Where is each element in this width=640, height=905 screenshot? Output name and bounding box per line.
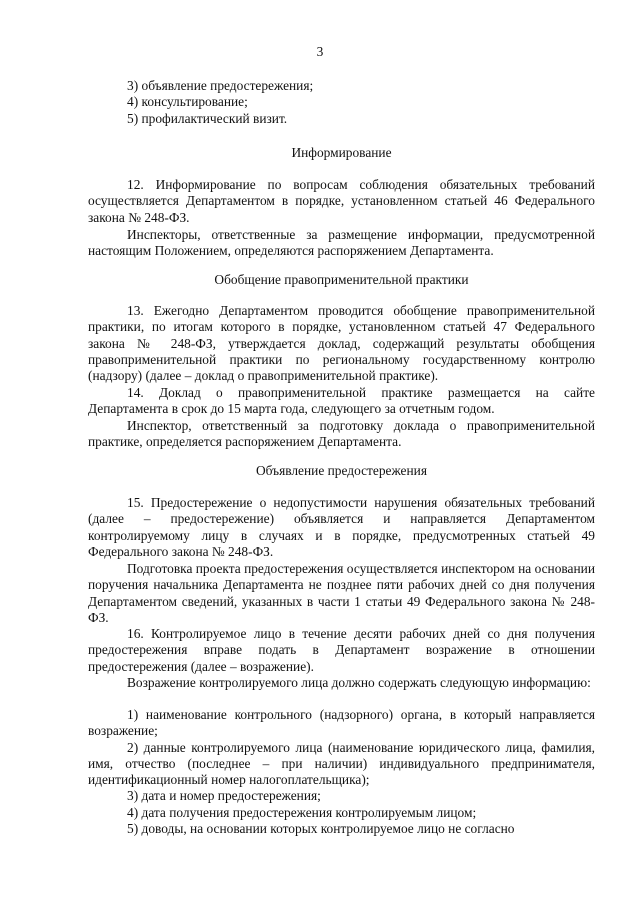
list-item: 1) наименование контрольного (надзорного) органа, в который направляется возражение; <box>88 707 595 739</box>
paragraph-preparation: Подготовка проекта предостережения осуществляется инспектором на основании поручения начальника Департамента не позднее пяти рабочих дней со дня получения Департаментом сведений, указанных в части 1 статьи 49 Федерального закона № 248-ФЗ. <box>88 561 595 625</box>
paragraph-13: 13. Ежегодно Департаментом проводится обобщение правоприменительной практики, по итогам которого в порядке, установленном статьей 47 Федерального закона № 248-ФЗ, утверждается доклад, содержащий результаты обобщения правоприменительной практики по региональному государственному контролю (надзору) (далее – доклад о правоприменительной практике). <box>88 303 595 384</box>
paragraph-12: 12. Информирование по вопросам соблюдения обязательных требований осуществляется Департаментом в порядке, установленном статьей 46 Федерального закона № 248-ФЗ. <box>88 177 595 225</box>
paragraph-inspector: Инспектор, ответственный за подготовку доклада о правоприменительной практике, определяется распоряжением Департамента. <box>88 418 595 450</box>
page-number: 3 <box>316 44 324 59</box>
list-item: 4) консультирование; <box>127 94 248 110</box>
paragraph-objection: Возражение контролируемого лица должно содержать следующую информацию: <box>127 675 591 690</box>
list-item: 4) дата получения предостережения контролируемым лицом; <box>127 804 477 820</box>
objection-list <box>88 707 595 837</box>
paragraph-inspectors: Инспекторы, ответственные за размещение информации, предусмотренной настоящим Положением, определяются распоряжением Департамента. <box>88 227 595 259</box>
paragraph-14: 14. Доклад о правоприменительной практике размещается на сайте Департамента в срок до 15 марта года, следующего за отчетным годом. <box>88 385 595 417</box>
heading-warning: Объявление предостережения <box>256 463 427 478</box>
list-top <box>88 78 595 127</box>
list-item: 5) доводы, на основании которых контролируемое лицо не согласно <box>127 821 515 837</box>
list-item: 3) дата и номер предостережения; <box>127 788 321 804</box>
list-item: 5) профилактический визит. <box>127 110 288 126</box>
heading-practice: Обобщение правоприменительной практики <box>214 272 469 287</box>
paragraph-15: 15. Предостережение о недопустимости нарушения обязательных требований (далее – предостережение) объявляется и направляется Департаментом контролируемому лицу в случаях и в порядке, предусмотренных статьей 49 Федерального закона № 248-ФЗ. <box>88 495 595 559</box>
list-item: 2) данные контролируемого лица (наименование юридического лица, фамилия, имя, отчество (последнее – при наличии) индивидуального предпринимателя, идентификационный номер налогоплательщика); <box>88 739 595 788</box>
heading-informing: Информирование <box>291 145 392 160</box>
list-item: 3) объявление предостережения; <box>127 78 314 93</box>
paragraph-16: 16. Контролируемое лицо в течение десяти рабочих дней со дня получения предостережения вправе подать в Департамент возражение в отношении предостережения (далее – возражение). <box>88 626 595 674</box>
